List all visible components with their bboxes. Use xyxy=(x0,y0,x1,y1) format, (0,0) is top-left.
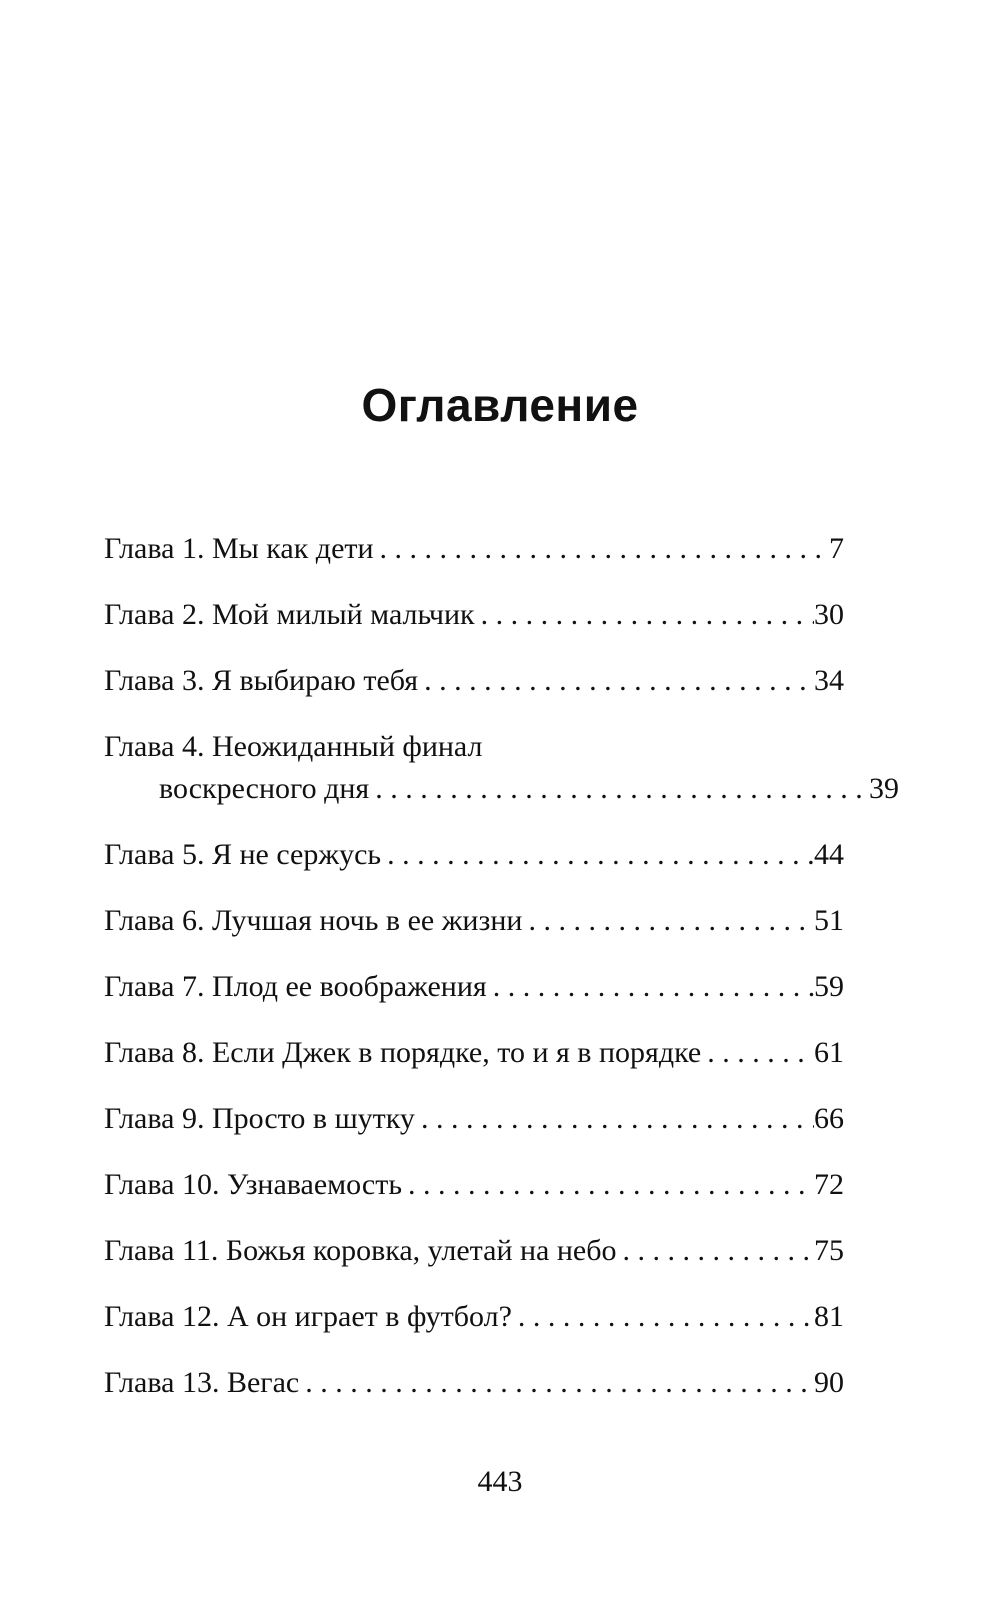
toc-entry-label: Глава 5. Я не сержусь xyxy=(104,838,382,871)
toc-entry-page: 81 xyxy=(814,1300,844,1333)
toc-entry-page: 30 xyxy=(814,598,844,631)
dot-leader xyxy=(381,838,814,872)
toc-entry-label: Глава 2. Мой милый мальчик xyxy=(104,598,475,631)
toc-entry-6[interactable] xyxy=(104,904,844,938)
toc-entry-9[interactable] xyxy=(104,1102,844,1136)
toc-entry-7[interactable] xyxy=(104,970,844,1004)
dot-leader xyxy=(512,1300,814,1334)
toc-entry-5[interactable] xyxy=(104,838,844,872)
toc-entry-label-line2: воскресного дня xyxy=(159,772,370,805)
toc-entry-8[interactable] xyxy=(104,1036,844,1070)
toc-entry-label: Глава 12. А он играет в футбол? xyxy=(104,1300,512,1333)
toc-entry-label: Глава 3. Я выбираю тебя xyxy=(104,664,419,697)
toc-entry-1[interactable] xyxy=(104,532,844,566)
toc-entry-label: Глава 7. Плод ее воображения xyxy=(104,970,487,1003)
table-of-contents xyxy=(104,532,899,1432)
page-number: 443 xyxy=(477,1465,523,1498)
toc-entry-page: 75 xyxy=(814,1234,844,1267)
toc-entry-page: 59 xyxy=(814,970,844,1003)
dot-leader xyxy=(402,1168,814,1202)
toc-entry-label: Глава 6. Лучшая ночь в ее жизни xyxy=(104,904,523,937)
toc-entry-page: 72 xyxy=(814,1168,844,1201)
dot-leader xyxy=(369,772,869,806)
toc-entry-label: Глава 1. Мы как дети xyxy=(104,532,374,565)
toc-entry-page: 66 xyxy=(814,1102,844,1135)
dot-leader xyxy=(475,598,814,632)
toc-entry-label: Глава 9. Просто в шутку xyxy=(104,1102,415,1135)
dot-leader xyxy=(522,904,814,938)
dot-leader xyxy=(418,664,814,698)
toc-entry-label: Глава 13. Вегас xyxy=(104,1366,300,1399)
toc-entry-12[interactable] xyxy=(104,1300,844,1334)
toc-entry-page: 39 xyxy=(869,772,899,805)
toc-entry-2[interactable] xyxy=(104,598,844,632)
page-title: Оглавление xyxy=(361,379,639,431)
toc-entry-label: Глава 10. Узнаваемость xyxy=(104,1168,403,1201)
dot-leader xyxy=(701,1036,814,1070)
toc-entry-13[interactable] xyxy=(104,1366,844,1400)
dot-leader xyxy=(415,1102,814,1136)
toc-entry-label: Глава 11. Божья коровка, улетай на небо xyxy=(104,1234,617,1267)
dot-leader xyxy=(374,532,829,566)
toc-entry-page: 90 xyxy=(814,1366,844,1399)
toc-entry-page: 34 xyxy=(814,664,844,697)
toc-entry-page: 51 xyxy=(814,904,844,937)
toc-entry-label-line1: Глава 4. Неожиданный финал xyxy=(104,730,483,763)
dot-leader xyxy=(487,970,814,1004)
toc-entry-page: 44 xyxy=(814,838,844,871)
toc-entry-page: 61 xyxy=(814,1036,844,1069)
toc-entry-11[interactable] xyxy=(104,1234,844,1268)
dot-leader xyxy=(299,1366,814,1400)
toc-entry-4[interactable] xyxy=(104,730,899,806)
toc-entry-10[interactable] xyxy=(104,1168,844,1202)
toc-entry-page: 7 xyxy=(829,532,844,565)
toc-entry-3[interactable] xyxy=(104,664,844,698)
dot-leader xyxy=(617,1234,814,1268)
toc-entry-label: Глава 8. Если Джек в порядке, то и я в порядке xyxy=(104,1036,702,1069)
